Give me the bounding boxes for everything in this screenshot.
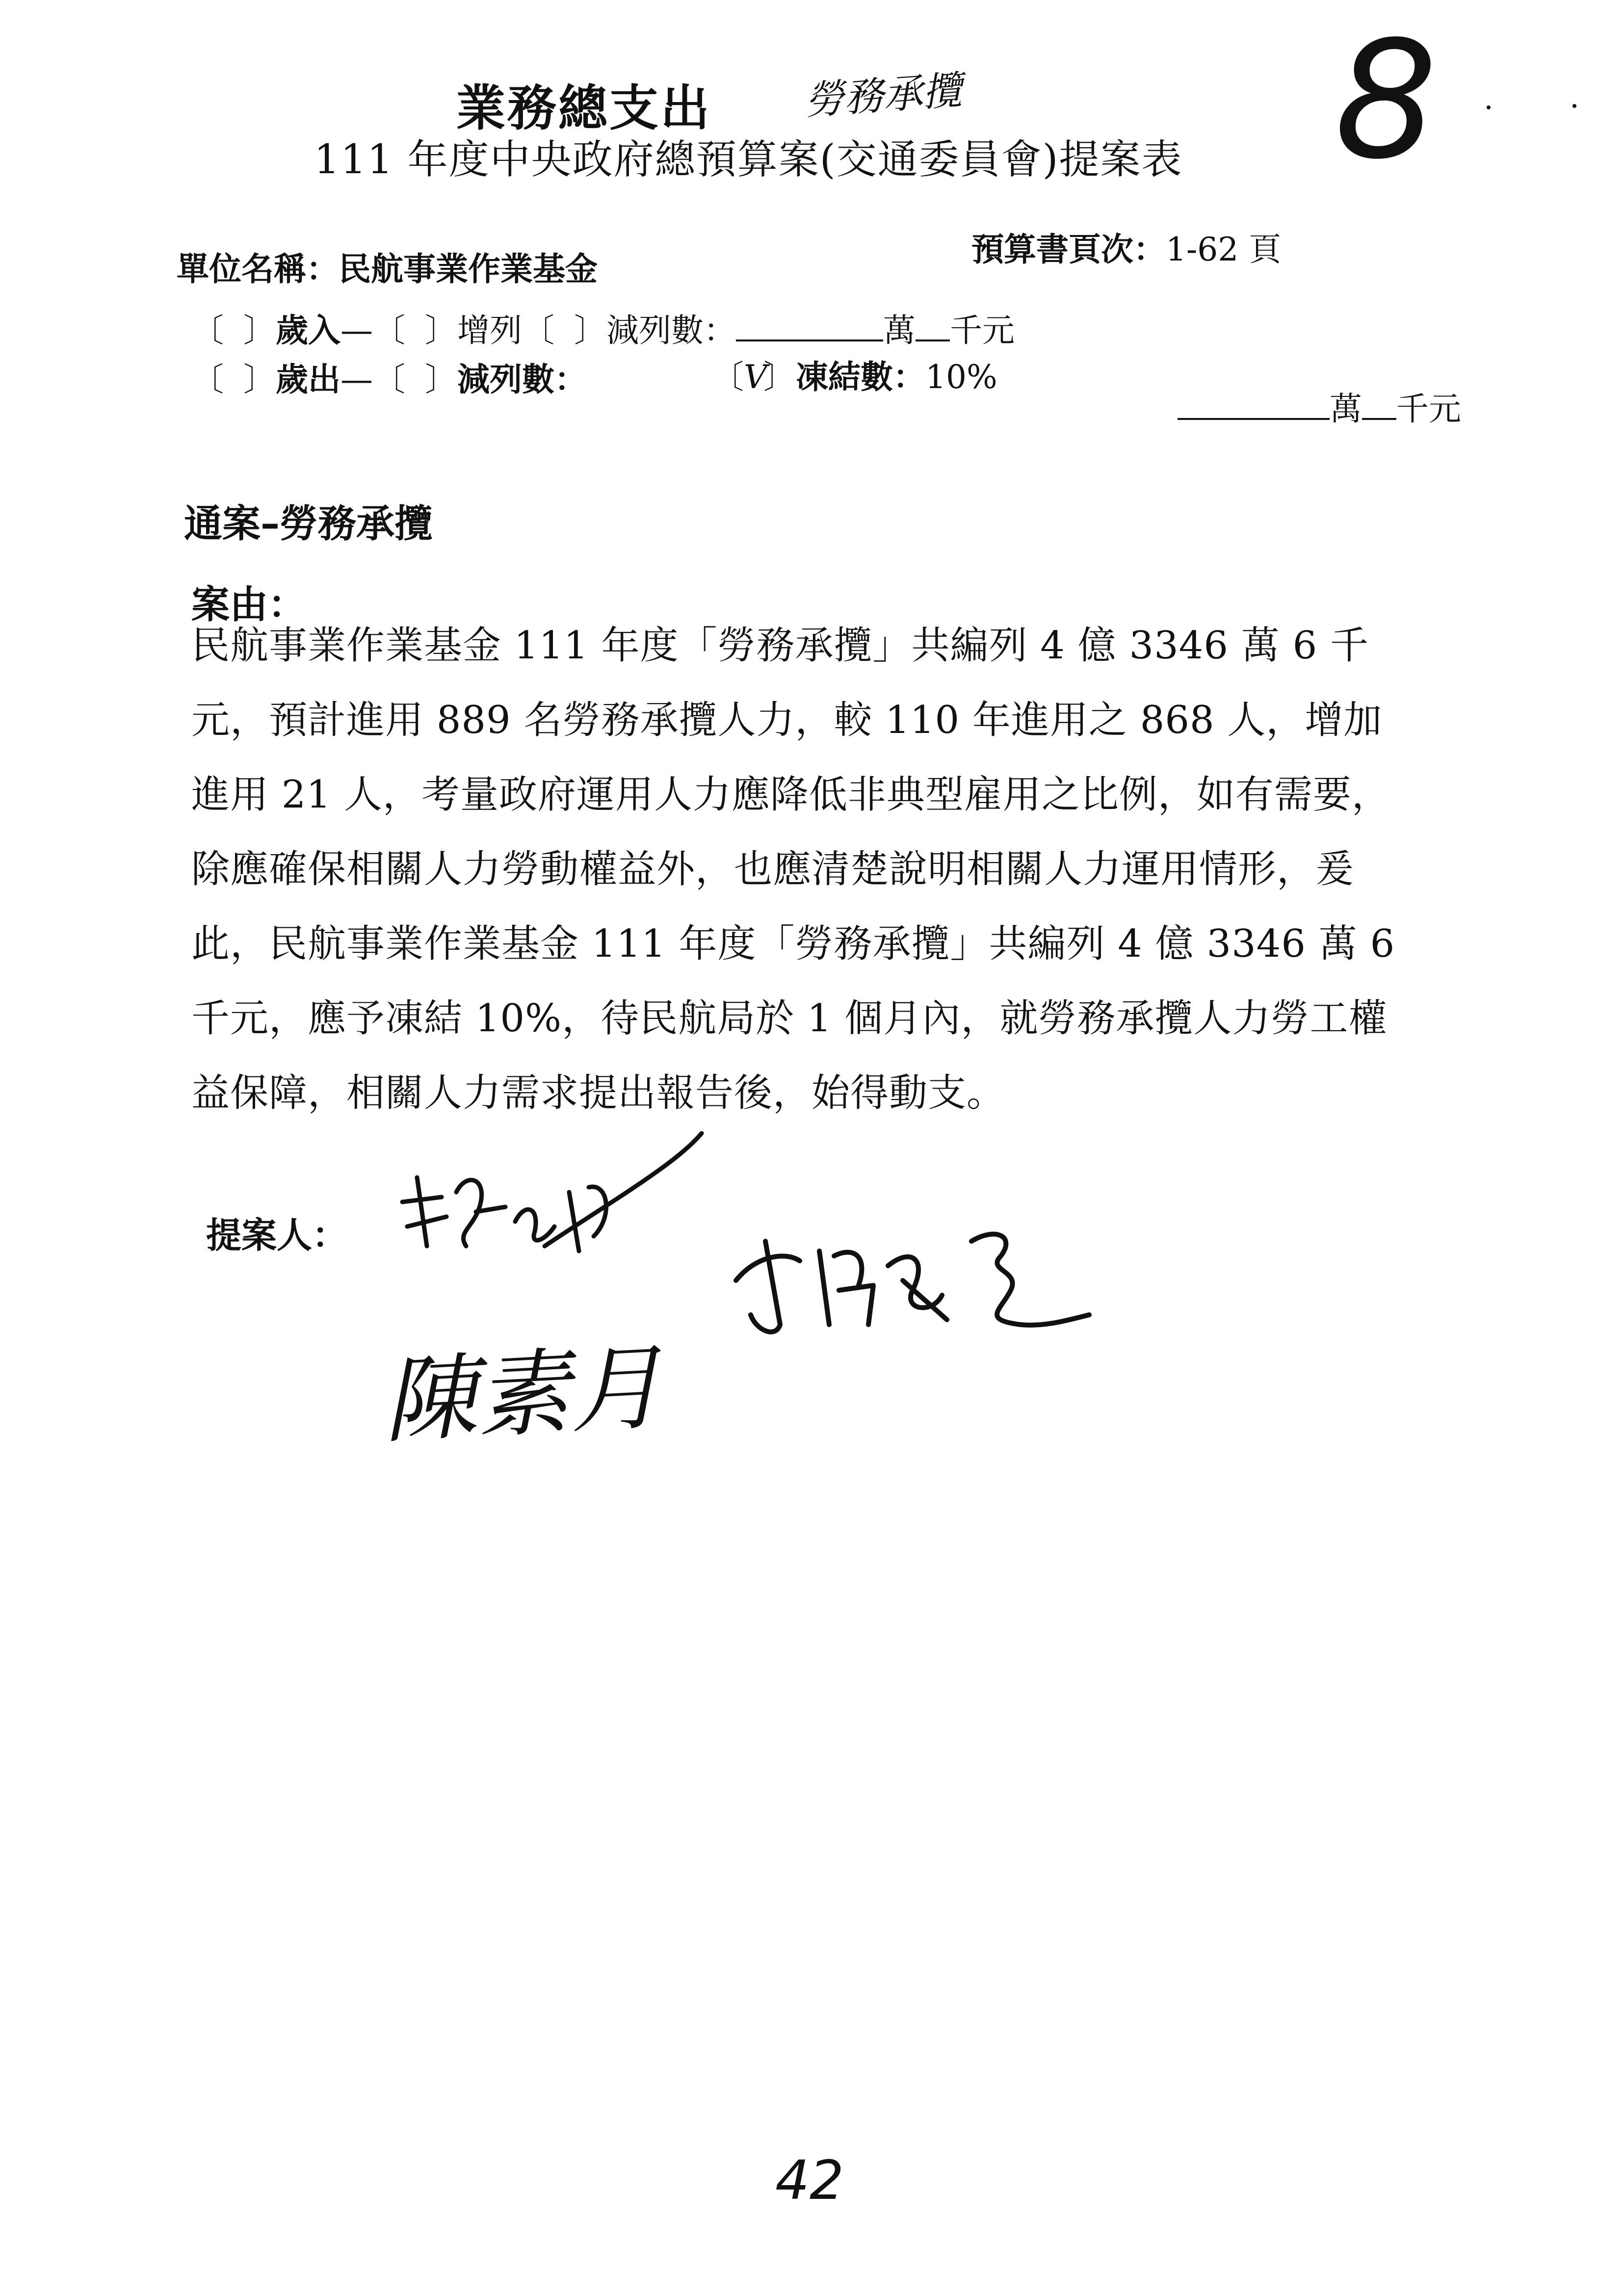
bracket-close: 〕 bbox=[243, 361, 276, 398]
decrease-amount-label: 減列數： bbox=[606, 312, 736, 349]
budget-page-row bbox=[971, 223, 1281, 270]
budget-page-label: 預算書頁次： bbox=[971, 231, 1166, 268]
bracket-open: 〔 bbox=[711, 358, 744, 396]
form-category-title: 業務總支出 bbox=[456, 79, 711, 137]
unit-thousand: 千元 bbox=[950, 312, 1015, 349]
expense-label: 歲出 bbox=[276, 361, 341, 398]
freeze-value: 10% bbox=[925, 358, 997, 396]
bracket-close: 〕 bbox=[763, 358, 796, 396]
bracket-open: 〔 bbox=[373, 361, 405, 398]
unit-name-label: 單位名稱： bbox=[177, 250, 339, 288]
unit-wan: 萬 bbox=[1330, 390, 1362, 428]
form-subtitle: 111 年度中央政府總預算案(交通委員會)提案表 bbox=[314, 136, 1183, 183]
reason-body-text: 民航事業作業基金 111 年度「勞務承攬」共編列 4 億 3346 萬 6 千元，預計進用 889 名勞務承攬人力，較 110 年進用之 868 人，增加進用 21 人，考量政府運用人力應降低非典型雇用之比例，如有需要，除應確保相關人力勞動權益外，也應清楚說明相關人力運用情形，爰此，民航事業作業基金 111 年度「勞務承攬」共編列 4 億 3346 萬 6 千元，應予凍結 10%，待民航局於 1 個月內，就勞務承攬人力勞工權益保障，相關人力需求提出報告後，始得動支。 bbox=[191, 624, 1395, 1115]
bracket-open: 〔 bbox=[522, 312, 554, 349]
expense-row bbox=[191, 353, 587, 400]
bracket-close: 〕 bbox=[574, 312, 606, 349]
budget-page-value: 1-62 頁 bbox=[1166, 231, 1282, 268]
dash: — bbox=[341, 361, 373, 398]
unit-thousand: 千元 bbox=[1396, 390, 1461, 428]
bracket-close: 〕 bbox=[425, 312, 457, 349]
freeze-amount-row bbox=[1178, 383, 1461, 429]
freeze-row bbox=[711, 351, 997, 397]
decrease-amount-blank[interactable] bbox=[736, 310, 883, 341]
bracket-open: 〔 bbox=[191, 361, 224, 398]
bracket-open: 〔 bbox=[373, 312, 405, 349]
scan-speck bbox=[1572, 104, 1576, 108]
handwritten-category-note: 勞務承攬 bbox=[803, 67, 964, 124]
increase-label: 增列 bbox=[457, 312, 522, 349]
bracket-open: 〔 bbox=[191, 312, 224, 349]
freeze-checkbox[interactable]: V bbox=[744, 358, 767, 396]
freeze-amount-blank[interactable] bbox=[1178, 389, 1330, 420]
scan-speck bbox=[1487, 105, 1491, 109]
thousand-blank[interactable] bbox=[916, 310, 950, 341]
handwritten-page-number: 8 bbox=[1335, 6, 1438, 195]
proposer-label: 提案人： bbox=[206, 1215, 348, 1256]
revenue-row bbox=[191, 304, 1015, 351]
dash: — bbox=[341, 312, 373, 349]
revenue-label: 歲入 bbox=[276, 312, 341, 349]
unit-name-row bbox=[177, 243, 598, 289]
bracket-close: 〕 bbox=[243, 312, 276, 349]
thousand-blank[interactable] bbox=[1362, 389, 1396, 420]
handwritten-footer-page-number: 42 bbox=[775, 2149, 844, 2212]
expense-decrease-label: 減列數： bbox=[457, 361, 587, 398]
section-title: 通案–勞務承攬 bbox=[184, 502, 433, 546]
signature-name: 陳素月 bbox=[380, 1333, 666, 1456]
unit-wan: 萬 bbox=[883, 312, 916, 349]
freeze-label: 凍結數： bbox=[796, 358, 925, 396]
reason-label: 案由： bbox=[191, 583, 307, 627]
signature-2 bbox=[726, 1197, 1099, 1344]
unit-name-value: 民航事業作業基金 bbox=[339, 250, 598, 288]
bracket-close: 〕 bbox=[425, 361, 457, 398]
